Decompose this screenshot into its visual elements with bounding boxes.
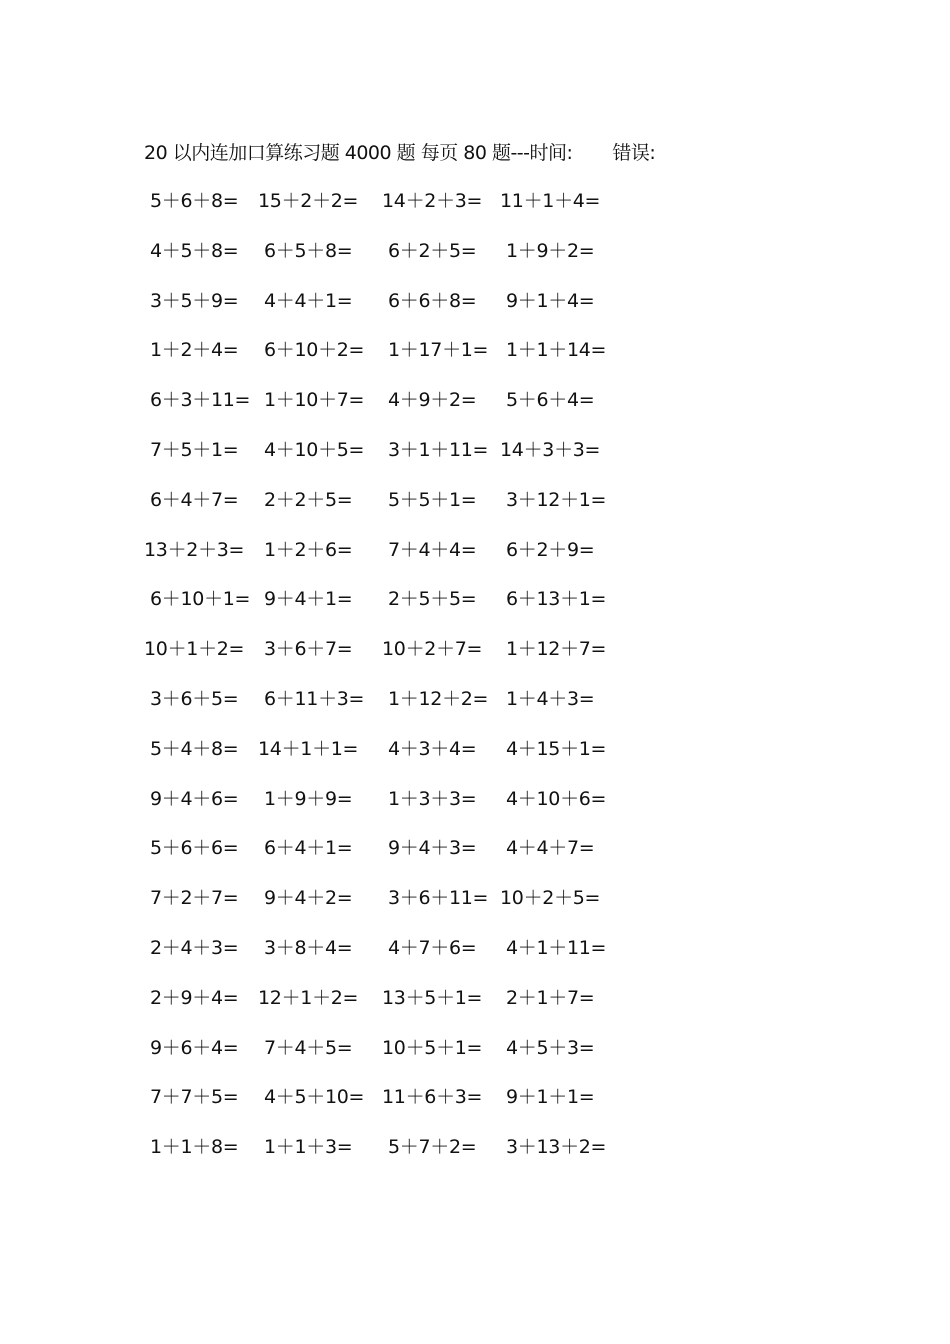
problem-item: 9＋4＋2=	[264, 887, 353, 910]
problem-item: 4＋1＋11=	[506, 937, 607, 959]
problem-item: 10＋2＋5=	[500, 887, 601, 910]
problem-row	[144, 883, 624, 913]
problem-item: 11＋1＋4=	[500, 190, 601, 212]
problem-row	[144, 335, 624, 365]
problem-item: 10＋1＋2=	[144, 638, 245, 661]
error-label: 错误:	[612, 142, 656, 164]
problem-item: 1＋12＋2=	[388, 688, 489, 710]
problem-item: 6＋6＋8=	[388, 289, 477, 312]
problem-item: 6＋5＋8=	[264, 239, 353, 262]
problem-row	[144, 385, 624, 415]
problem-row	[144, 634, 624, 664]
problem-item: 1＋3＋3=	[388, 787, 477, 810]
problem-item: 3＋12＋1=	[506, 488, 607, 511]
problem-row	[144, 435, 624, 465]
problem-item: 7＋7＋5=	[150, 1086, 239, 1109]
problem-item: 4＋15＋1=	[506, 737, 607, 760]
problem-item: 6＋2＋5=	[388, 239, 477, 262]
problem-item: 6＋10＋1=	[150, 588, 251, 611]
problem-row	[144, 983, 624, 1013]
problem-row	[144, 734, 624, 764]
problem-item: 9＋4＋1=	[264, 588, 353, 611]
problem-item: 4＋7＋6=	[388, 937, 477, 959]
problem-item: 4＋5＋3=	[506, 1036, 595, 1059]
problem-item: 12＋1＋2=	[258, 986, 359, 1009]
problem-item: 9＋4＋6=	[150, 787, 239, 810]
problem-item: 6＋2＋9=	[506, 538, 595, 561]
problem-item: 11＋6＋3=	[382, 1086, 483, 1109]
problem-item: 1＋17＋1=	[388, 339, 489, 362]
problem-item: 4＋10＋5=	[264, 439, 365, 461]
problem-item: 6＋4＋7=	[150, 488, 239, 511]
problem-row	[144, 784, 624, 814]
problem-item: 5＋4＋8=	[150, 737, 239, 760]
problem-item: 2＋4＋3=	[150, 937, 239, 959]
problem-item: 1＋1＋14=	[506, 339, 607, 362]
problem-item: 5＋6＋4=	[506, 389, 595, 412]
problem-item: 2＋1＋7=	[506, 986, 595, 1009]
problem-item: 9＋6＋4=	[150, 1036, 239, 1059]
problem-item: 6＋13＋1=	[506, 588, 607, 611]
problem-row	[144, 236, 624, 266]
problem-item: 7＋4＋4=	[388, 538, 477, 561]
problem-item: 4＋4＋7=	[506, 837, 595, 860]
problem-item: 4＋3＋4=	[388, 737, 477, 760]
problem-row	[144, 186, 624, 216]
problem-item: 3＋13＋2=	[506, 1136, 607, 1159]
problem-item: 7＋2＋7=	[150, 887, 239, 910]
problem-item: 4＋9＋2=	[388, 389, 477, 412]
problem-item: 10＋2＋7=	[382, 638, 483, 661]
problem-item: 3＋8＋4=	[264, 937, 353, 959]
problem-item: 3＋6＋5=	[150, 688, 239, 710]
problem-item: 9＋1＋1=	[506, 1086, 595, 1109]
problem-item: 7＋5＋1=	[150, 439, 239, 461]
problem-row	[144, 1033, 624, 1063]
problem-item: 14＋1＋1=	[258, 737, 359, 760]
problem-item: 15＋2＋2=	[258, 190, 359, 212]
problem-item: 1＋1＋3=	[264, 1136, 353, 1159]
problem-item: 1＋10＋7=	[264, 389, 365, 412]
problem-item: 5＋6＋8=	[150, 190, 239, 212]
problem-row	[144, 833, 624, 863]
problem-row	[144, 933, 624, 963]
problem-item: 14＋2＋3=	[382, 190, 483, 212]
problem-row	[144, 684, 624, 714]
problem-item: 1＋4＋3=	[506, 688, 595, 710]
problem-item: 5＋7＋2=	[388, 1136, 477, 1159]
problem-item: 5＋6＋6=	[150, 837, 239, 860]
problem-item: 9＋1＋4=	[506, 289, 595, 312]
problem-item: 1＋9＋2=	[506, 239, 595, 262]
problem-row	[144, 286, 624, 316]
problem-item: 1＋12＋7=	[506, 638, 607, 661]
page-title	[144, 138, 655, 165]
problem-item: 6＋10＋2=	[264, 339, 365, 362]
problem-row	[144, 1082, 624, 1112]
problem-row	[144, 584, 624, 614]
problem-item: 4＋5＋8=	[150, 239, 239, 262]
problem-item: 10＋5＋1=	[382, 1036, 483, 1059]
problem-item: 4＋4＋1=	[264, 289, 353, 312]
problem-item: 1＋2＋6=	[264, 538, 353, 561]
problem-item: 3＋5＋9=	[150, 289, 239, 312]
problem-row	[144, 1132, 624, 1162]
problem-item: 3＋6＋11=	[388, 887, 489, 910]
problem-item: 7＋4＋5=	[264, 1036, 353, 1059]
problem-item: 4＋10＋6=	[506, 787, 607, 810]
problem-item: 2＋5＋5=	[388, 588, 477, 611]
problem-item: 6＋11＋3=	[264, 688, 365, 710]
problem-item: 3＋1＋11=	[388, 439, 489, 461]
problem-item: 3＋6＋7=	[264, 638, 353, 661]
problem-item: 6＋4＋1=	[264, 837, 353, 860]
problem-item: 2＋2＋5=	[264, 488, 353, 511]
problem-item: 2＋9＋4=	[150, 986, 239, 1009]
problem-item: 6＋3＋11=	[150, 389, 251, 412]
problem-item: 14＋3＋3=	[500, 439, 601, 461]
problem-item: 13＋2＋3=	[144, 538, 245, 561]
problem-item: 1＋2＋4=	[150, 339, 239, 362]
problem-row	[144, 535, 624, 565]
problem-item: 13＋5＋1=	[382, 986, 483, 1009]
problem-item: 1＋1＋8=	[150, 1136, 239, 1159]
title-text: 20 以内连加口算练习题 4000 题 每页 80 题---时间:	[144, 142, 573, 164]
problem-item: 5＋5＋1=	[388, 488, 477, 511]
problem-item: 1＋9＋9=	[264, 787, 353, 810]
problem-item: 4＋5＋10=	[264, 1086, 365, 1109]
problem-item: 9＋4＋3=	[388, 837, 477, 860]
problem-row	[144, 485, 624, 515]
